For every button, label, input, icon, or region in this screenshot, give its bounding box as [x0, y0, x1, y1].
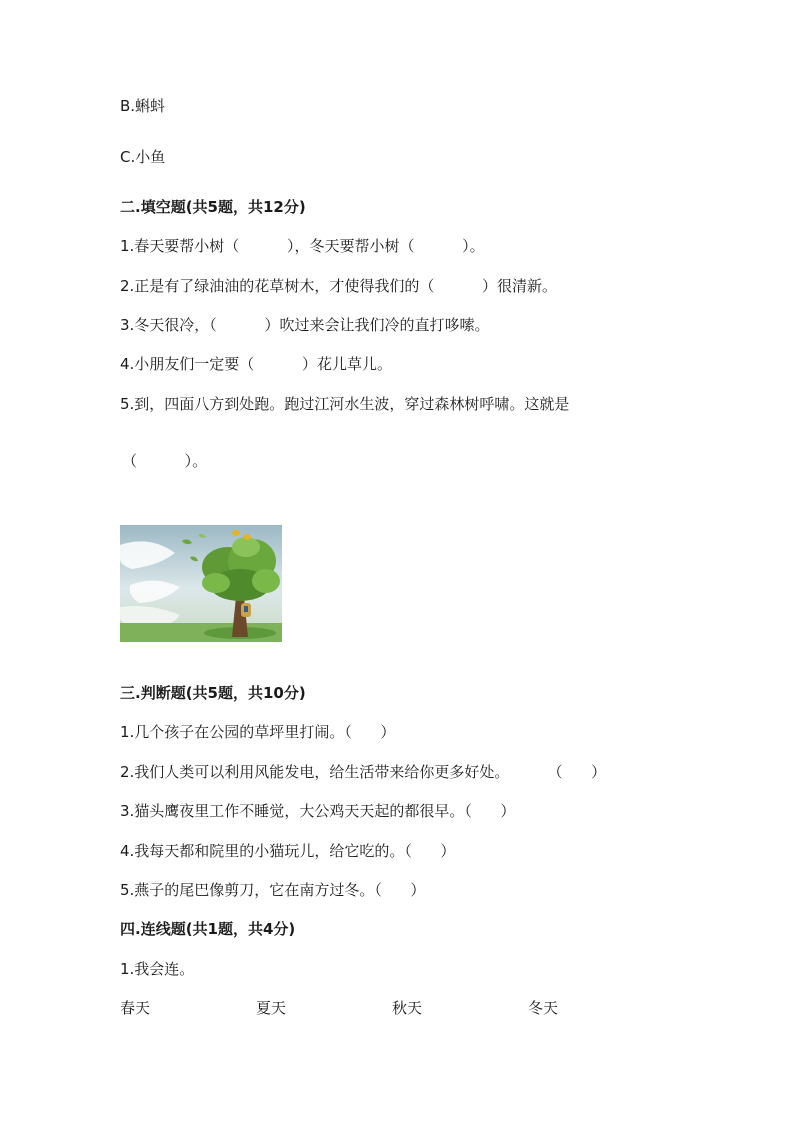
judge-question-1: 1.几个孩子在公园的草坪里打闹。（ ） — [120, 723, 396, 741]
season-word-winter: 冬天 — [528, 999, 559, 1017]
judge-question-4: 4.我每天都和院里的小猫玩儿，给它吃的。（ ） — [120, 842, 456, 860]
option-c: C.小鱼 — [120, 148, 166, 166]
fill-question-4: 4.小朋友们一定要（ ）花儿草儿。 — [120, 355, 392, 373]
fill-question-5: 5.到，四面八方到处跑。跑过江河水生波，穿过森林树呼啸。这就是 — [120, 395, 570, 413]
section-2-heading: 二.填空题(共5题，共12分) — [120, 198, 306, 216]
season-word-spring: 春天 — [120, 999, 151, 1017]
judge-question-2: 2.我们人类可以利用风能发电，给生活带来给你更多好处。 （ ） — [120, 763, 607, 781]
section-3-heading: 三.判断题(共5题，共10分) — [120, 684, 306, 702]
section-4-heading: 四.连线题(共1题，共4分) — [120, 920, 296, 938]
fill-question-3: 3.冬天很冷，（ ）吹过来会让我们冷的直打哆嗦。 — [120, 316, 490, 334]
tree-illustration — [120, 525, 282, 642]
season-word-autumn: 秋天 — [392, 999, 423, 1017]
option-b: B.蝌蚪 — [120, 97, 166, 115]
judge-question-5: 5.燕子的尾巴像剪刀，它在南方过冬。（ ） — [120, 881, 426, 899]
fill-question-1: 1.春天要帮小树（ ），冬天要帮小树（ ）。 — [120, 237, 485, 255]
season-word-summer: 夏天 — [256, 999, 287, 1017]
fill-question-5-answer: （ ）。 — [122, 452, 208, 470]
fill-question-2: 2.正是有了绿油油的花草树木，才使得我们的（ ）很清新。 — [120, 277, 557, 295]
match-question-1: 1.我会连。 — [120, 960, 195, 978]
judge-question-3: 3.猫头鹰夜里工作不睡觉，大公鸡天天起的都很早。（ ） — [120, 802, 516, 820]
